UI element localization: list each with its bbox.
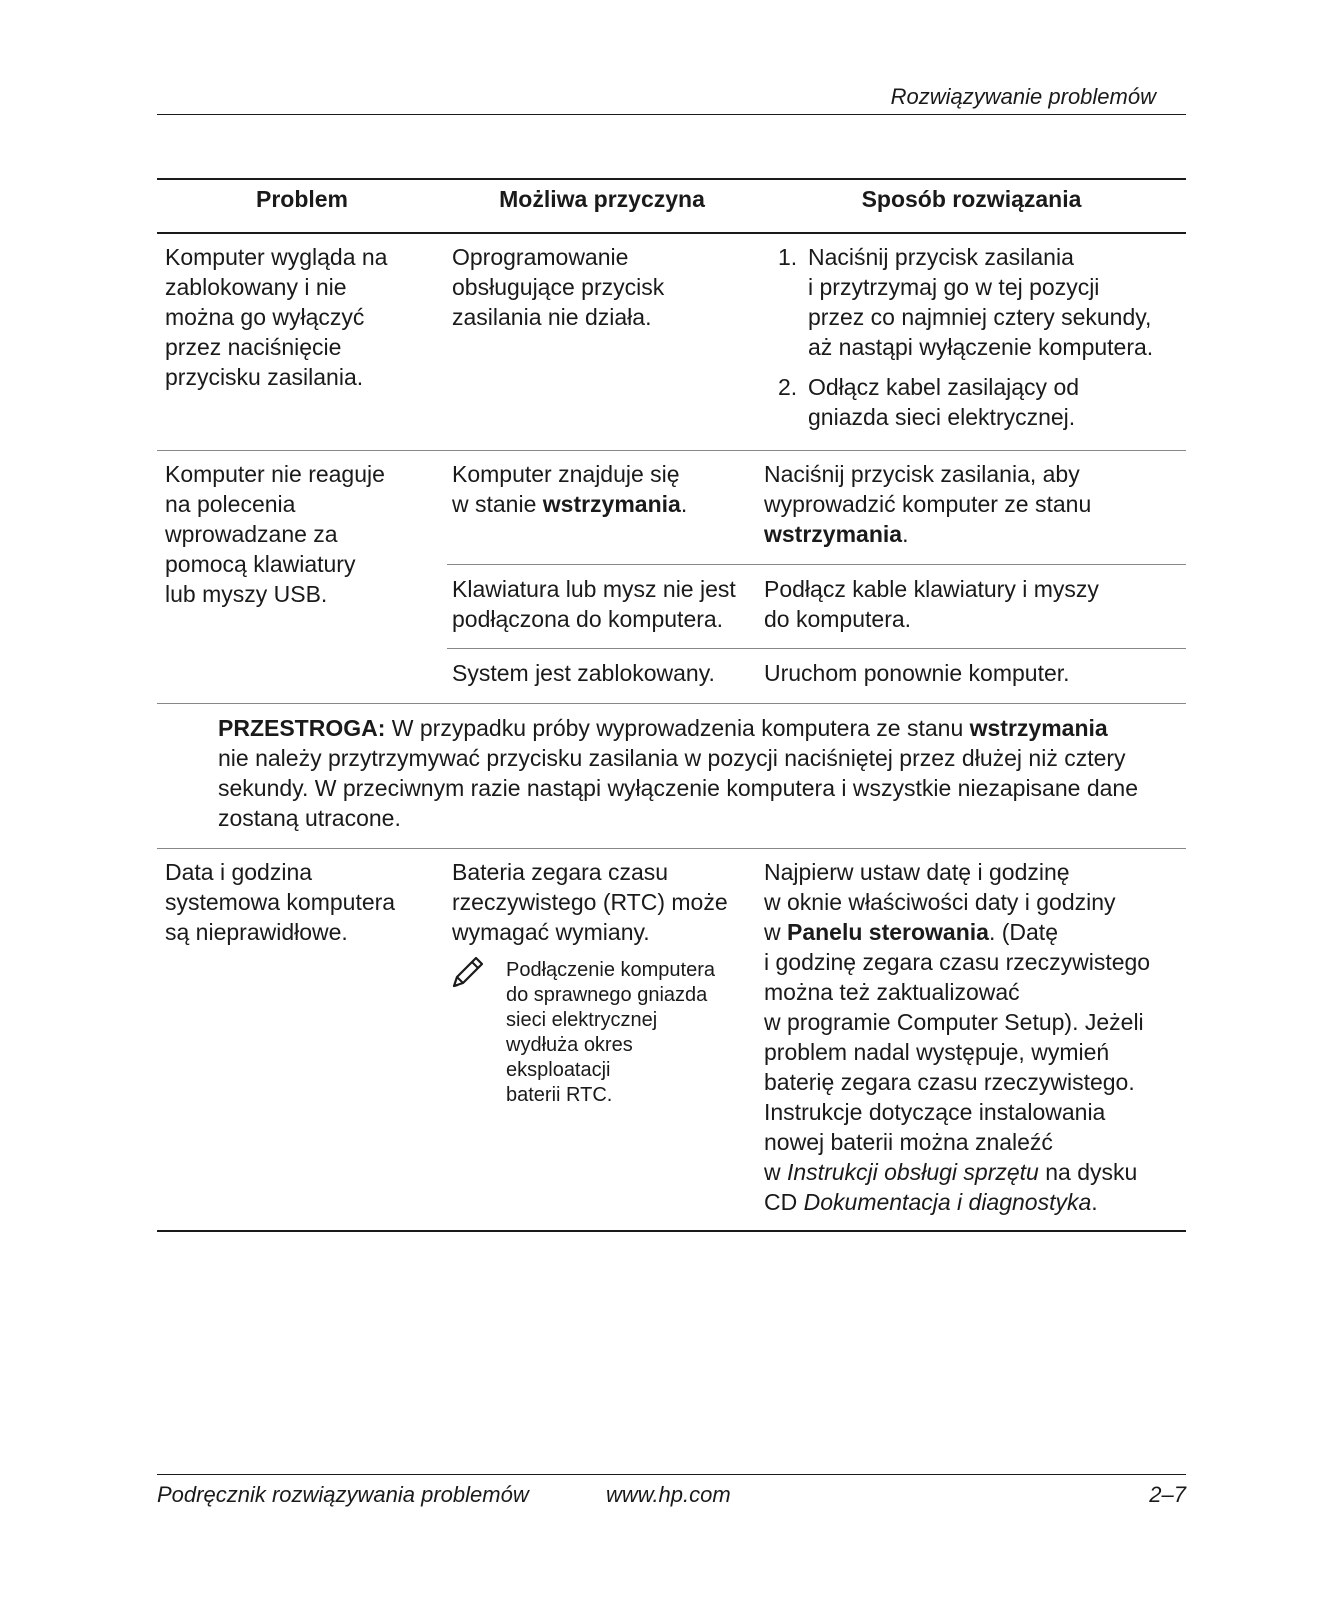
row1-solution-step2: 2. Odłącz kabel zasilający od gniazda sieci elektrycznej. [778,374,1080,430]
header-rule [157,114,1186,115]
table-top-rule [157,178,1186,180]
footer-url: www.hp.com [606,1482,731,1507]
footer-title: Podręcznik rozwiązywania problemów [157,1482,529,1507]
row2-sub2-solution: Podłącz kable klawiatury i myszy do komputera. [764,576,1099,632]
row3-cause: Bateria zegara czasu rzeczywistego (RTC) może wymagać wymiany. [452,859,728,945]
caution-note: PRZESTROGA: W przypadku próby wyprowadzenia komputera ze stanu wstrzymania nie należy przytrzymywać przycisku zasilania w pozycji naciśniętej przez dłużej niż cztery sekundy. W przeciwnym razie nastąpi wyłączenie komputera i wszystkie niezapisane dane zostaną utracone. [218,715,1138,831]
row2-sub1-solution: Naciśnij przycisk zasilania, aby wyprowadzić komputer ze stanu wstrzymania. [764,461,1092,547]
table-header-rule [157,232,1186,234]
row1-solution-step1: 1. Naciśnij przycisk zasilania i przytrzymaj go w tej pozycji przez co najmniej cztery sekundy, aż nastąpi wyłączenie komputera. [778,244,1154,360]
row2-sub3-cause: System jest zablokowany. [452,660,715,686]
column-header-problem: Problem [255,186,349,212]
table-bottom-rule [157,1230,1186,1232]
row3-solution: Najpierw ustaw datę i godzinę w oknie właściwości daty i godziny w Panelu sterowania. (Datę i godzinę zegara czasu rzeczywistego można też zaktualizować w programie Computer Setup). Jeżeli problem nadal występuje, wymień baterię zegara czasu rzeczywistego. Instrukcje dotyczące instalowania nowej baterii można znaleźć w Instrukcji obsługi sprzętu na dysku CD Dokumentacja i diagnostyka. [764,859,1151,1215]
pencil-note-icon [448,952,488,992]
footer-rule [157,1474,1186,1475]
sub-row-divider [447,648,1186,649]
row2-sub2-cause: Klawiatura lub mysz nie jest podłączona do komputera. [452,576,736,632]
row-divider [157,450,1186,451]
row1-cause: Oprogramowanie obsługujące przycisk zasilania nie działa. [452,244,665,330]
page-number: 2–7 [1149,1482,1186,1507]
running-header: Rozwiązywanie problemów [890,84,1156,109]
row2-sub3-solution: Uruchom ponownie komputer. [764,660,1070,686]
row2-problem: Komputer nie reaguje na polecenia wprowadzane za pomocą klawiatury lub myszy USB. [165,461,385,607]
row-divider [157,703,1186,704]
row-divider [157,848,1186,849]
caution-label: PRZESTROGA: [218,715,386,741]
row3-problem: Data i godzina systemowa komputera są nieprawidłowe. [165,859,396,945]
sub-row-divider [447,564,1186,565]
column-header-solution: Sposób rozwiązania [861,186,1082,212]
row3-note: Podłączenie komputera do sprawnego gniazda sieci elektrycznej wydłuża okres eksploatacji baterii RTC. [506,959,716,1106]
row2-sub1-cause: Komputer znajduje się w stanie wstrzymania. [452,461,688,517]
column-header-cause: Możliwa przyczyna [499,186,705,212]
row1-problem: Komputer wygląda na zablokowany i nie można go wyłączyć przez naciśnięcie przycisku zasilania. [165,244,388,390]
